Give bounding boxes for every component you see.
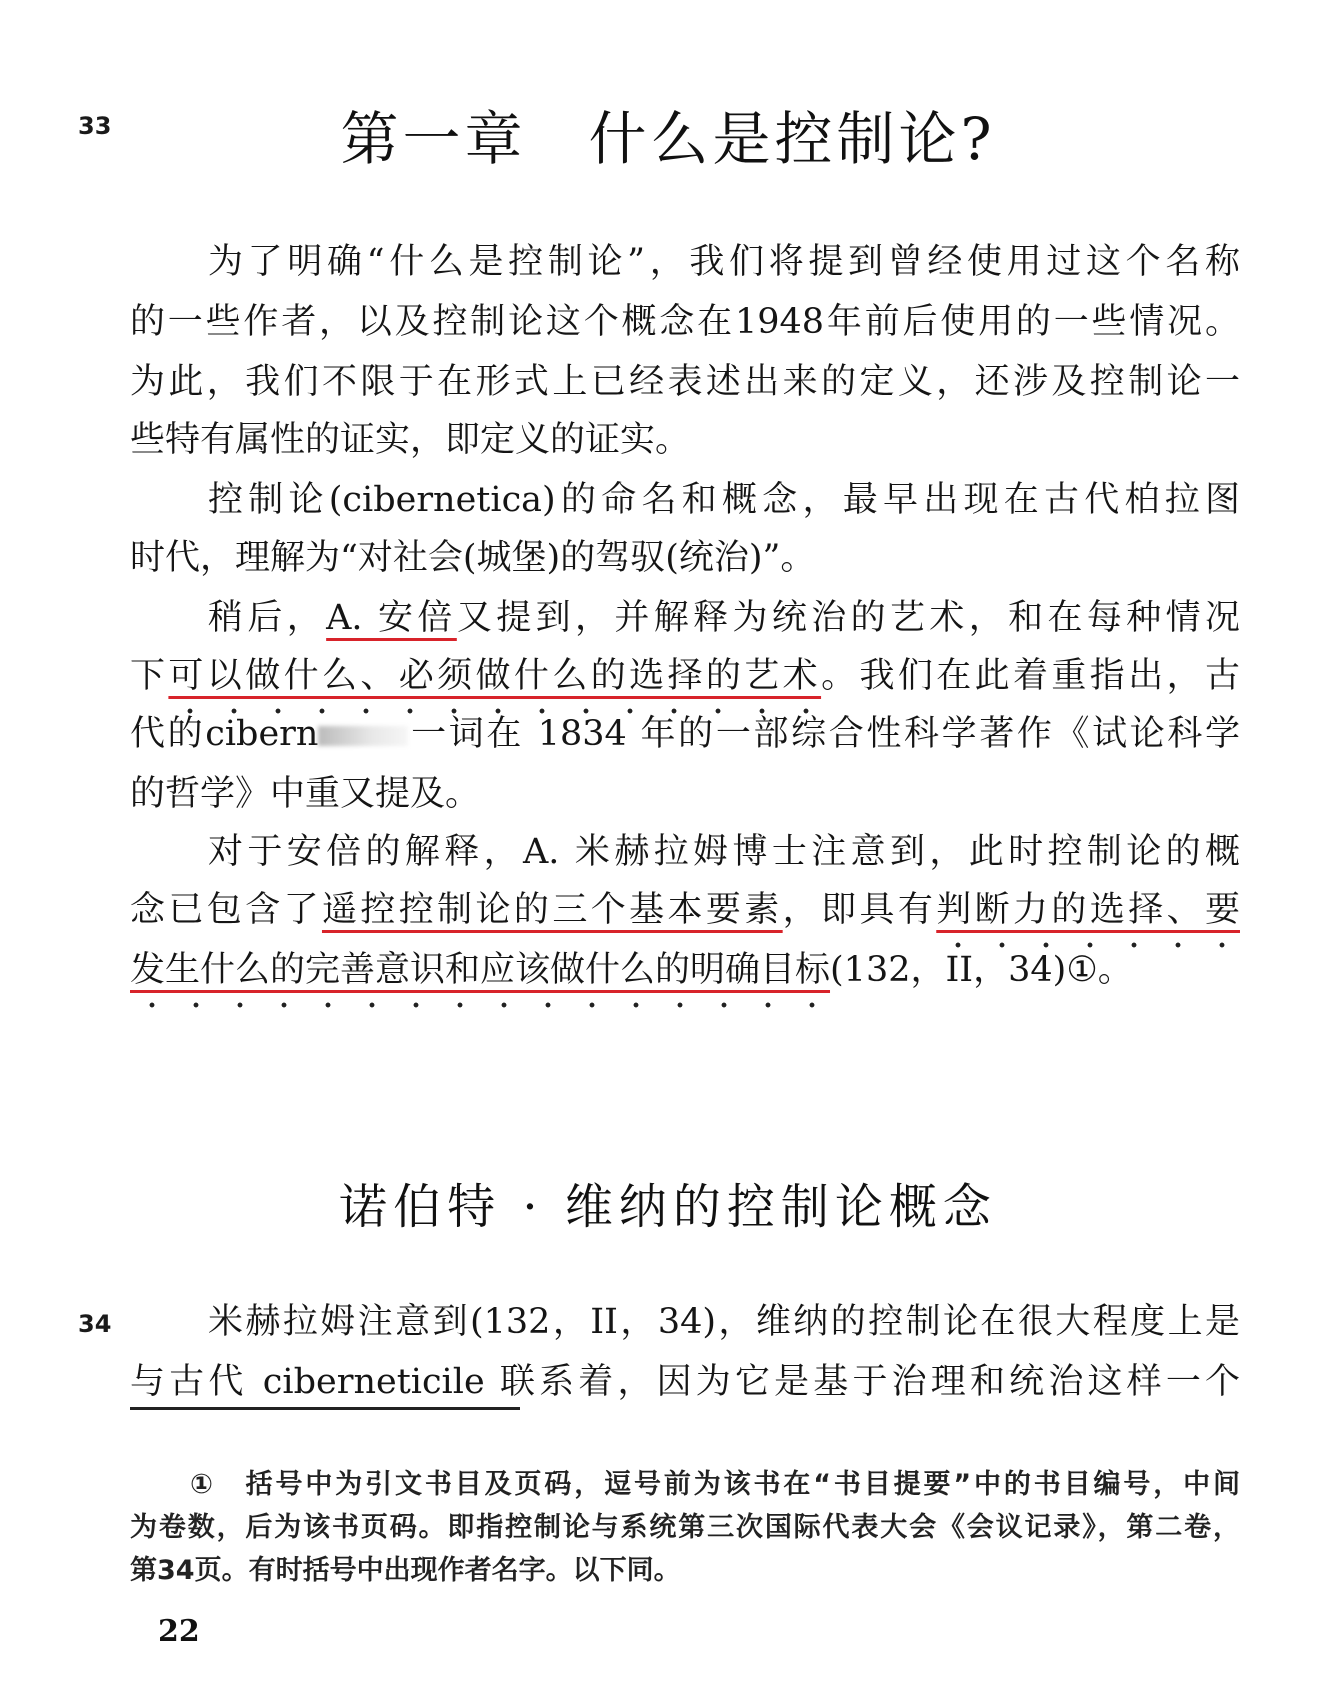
margin-number-33: 33 [78, 112, 112, 140]
underlined-dotted-text: 发生什么的完善意识和应该做什么的明确目标 [130, 950, 831, 990]
underlined-dotted-text: 判断力的选择、要 [936, 890, 1240, 930]
text-line: 与古代 ciberneticile 联系着，因为它是基于治理和统治这样一个 [130, 1362, 1240, 1402]
text-line [208, 596, 1240, 640]
text-line: 为了明确“什么是控制论”，我们将提到曾经使用过这个名称 [208, 242, 1240, 282]
text-line [130, 712, 1240, 756]
footnote-divider [130, 1407, 520, 1410]
page-number: 22 [158, 1614, 200, 1649]
text-line: 为此，我们不限于在形式上已经表述出来的定义，还涉及控制论一 [130, 362, 1240, 402]
footnote-line: 第34页。有时括号中出现作者名字。以下同。 [130, 1555, 681, 1586]
text-line: 时代，理解为“对社会(城堡)的驾驭(统治)”。 [130, 538, 816, 578]
text-segment: ，即具有 [782, 890, 937, 930]
text-segment: 。我们在此着重指出，古 [821, 656, 1240, 696]
text-segment: 又提到，并解释为统治的艺术，和在每种情况 [456, 598, 1240, 638]
underlined-text: 遥控控制论的三个基本要素 [321, 890, 783, 930]
text-line [130, 654, 1240, 698]
text-line: 米赫拉姆注意到(132，II，34)，维纳的控制论在很大程度上是 [208, 1302, 1240, 1342]
section-title: 诺伯特 · 维纳的控制论概念 [339, 1179, 997, 1235]
blurred-region [318, 726, 408, 746]
footnote-line: ① 括号中为引文书目及页码，逗号前为该书在“书目提要”中的书目编号，中间 [190, 1469, 1240, 1500]
underlined-dotted-text: 可以做什么、必须做什么的选择的艺术 [168, 656, 822, 696]
text-segment: 念已包含了 [130, 890, 322, 930]
underlined-text: A. 安倍 [326, 598, 457, 638]
text-segment: 代的cibern [130, 714, 319, 754]
text-line: 控制论(cibernetica)的命名和概念，最早出现在古代柏拉图 [208, 480, 1240, 520]
text-line: 的一些作者，以及控制论这个概念在1948年前后使用的一些情况。 [130, 302, 1240, 342]
text-line: 的哲学》中重又提及。 [130, 774, 481, 814]
text-line: 对于安倍的解释，A. 米赫拉姆博士注意到，此时控制论的概 [208, 832, 1240, 872]
text-segment: 下 [130, 656, 169, 696]
text-segment: 一词在 1834 年的一部综合性科学著作《试论科学 [408, 714, 1241, 754]
text-segment: 稍后， [208, 598, 327, 638]
text-line: 些特有属性的证实，即定义的证实。 [130, 420, 691, 460]
footnote-line: 为卷数，后为该书页码。即指控制论与系统第三次国际代表大会《会议记录》，第二卷， [130, 1512, 1240, 1543]
text-segment: (132，II，34)①。 [830, 950, 1133, 990]
chapter-title: 第一章 什么是控制论? [340, 105, 996, 173]
text-line [130, 948, 1240, 992]
margin-number-34: 34 [78, 1310, 112, 1338]
text-line [130, 888, 1240, 932]
